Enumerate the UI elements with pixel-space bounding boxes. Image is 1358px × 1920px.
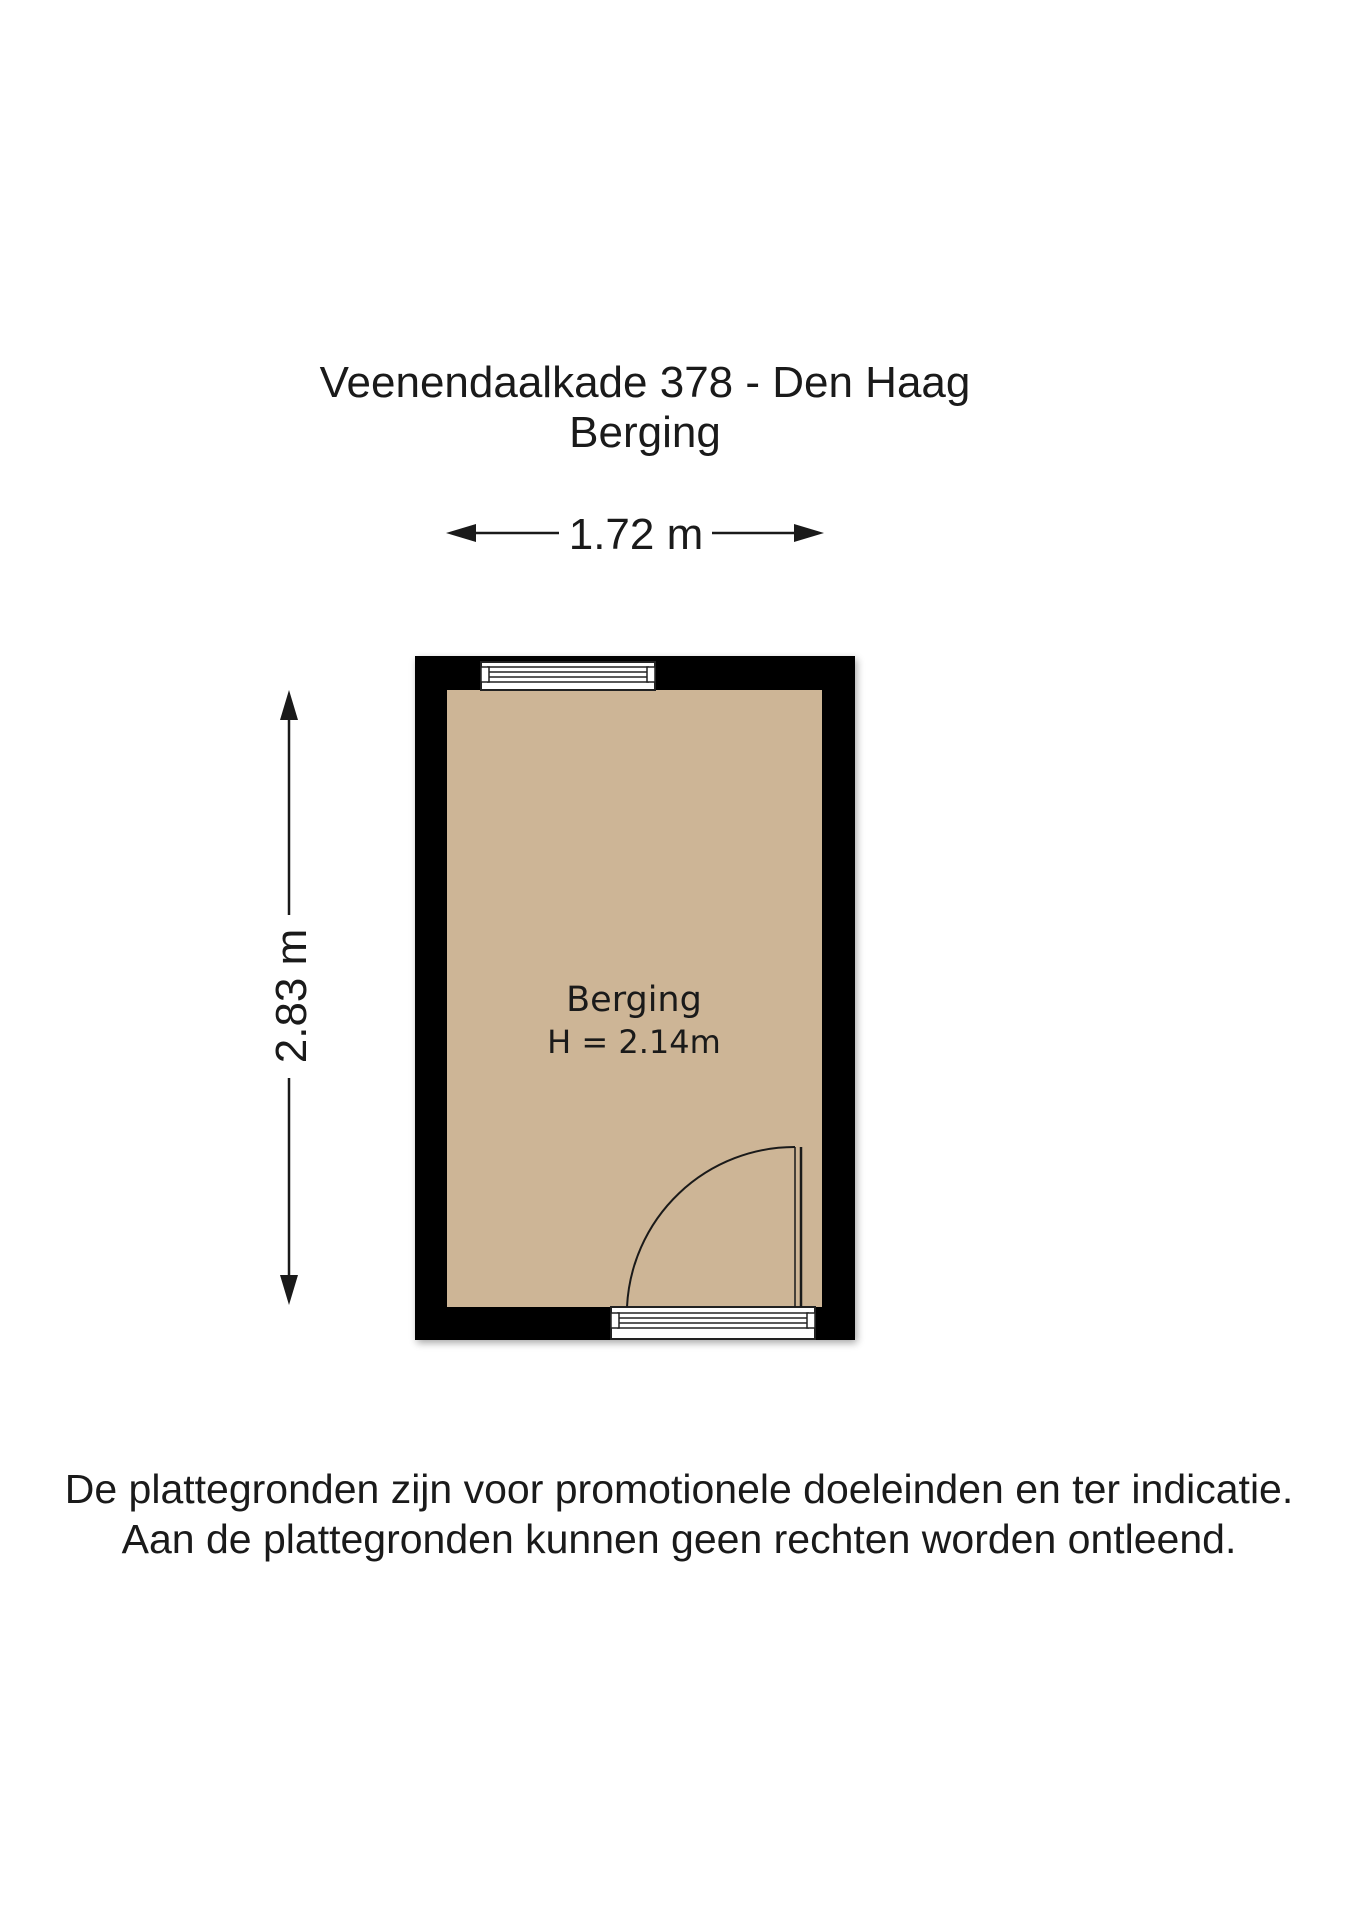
address-title: Veenendaalkade 378 - Den Haag <box>319 358 971 407</box>
window-top <box>481 662 655 690</box>
depth-label: 2.83 m <box>267 928 316 1064</box>
disclaimer-line-2: Aan de plattegronden kunnen geen rechten worden ontleend. <box>121 1516 1237 1562</box>
arrow-right-icon <box>794 524 824 542</box>
width-label: 1.72 m <box>568 510 704 559</box>
width-dimension <box>446 510 824 559</box>
arrow-left-icon <box>446 524 476 542</box>
room-height: H = 2.14m <box>547 1023 721 1061</box>
arrow-up-icon <box>280 690 298 720</box>
door-opening <box>611 1307 815 1339</box>
arrow-down-icon <box>280 1275 298 1305</box>
floor-title: Berging <box>569 408 721 457</box>
depth-dimension <box>267 690 316 1305</box>
room-name: Berging <box>566 980 702 1020</box>
disclaimer-line-1: De plattegronden zijn voor promotionele doeleinden en ter indicatie. <box>64 1466 1294 1512</box>
